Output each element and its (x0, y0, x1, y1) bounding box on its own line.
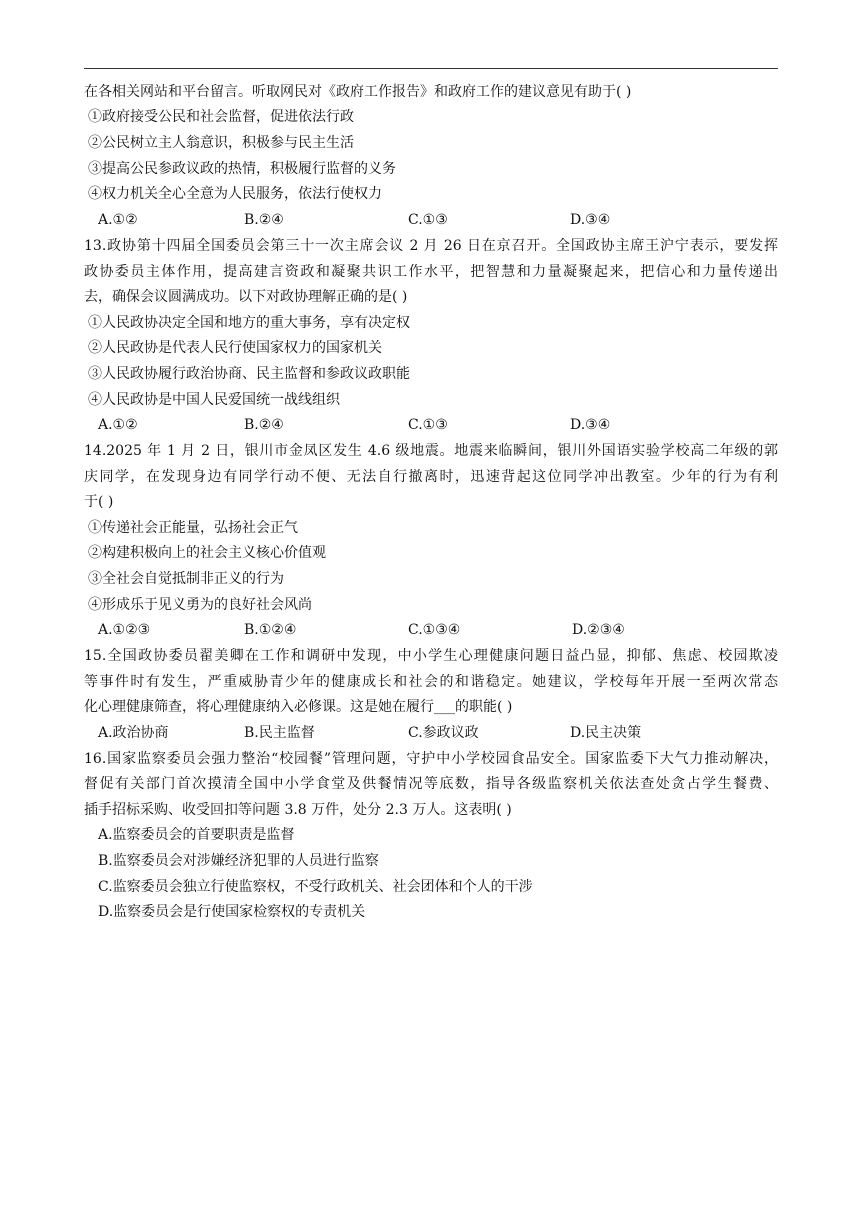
q12-option-4: ④权力机关全心全意为人民服务，依法行使权力 (88, 186, 382, 202)
q14-option-1: ①传递社会正能量，弘扬社会正气 (88, 520, 298, 536)
q15-choice-c: C.参政议政 (408, 725, 479, 741)
question-15-stem-line-2: 等事件时有发生，严重威胁青少年的健康成长和社会的和谐稳定。她建议，学校每年开展一至两次常态 (84, 674, 778, 690)
question-13-stem-line-1: 13.政协第十四届全国委员会第三十一次主席会议 2 月 26 日在京召开。全国政协主席王沪宁表示，要发挥 (84, 238, 778, 254)
q15-choice-b: B.民主监督 (244, 725, 315, 741)
question-14-stem-line-1: 14.2025 年 1 月 2 日，银川市金凤区发生 4.6 级地震。地震来临瞬间，银川外国语实验学校高二年级的郭 (84, 443, 778, 459)
q12-choice-a: A.①② (98, 212, 138, 228)
question-14-stem-line-3: 于( ) (84, 494, 114, 510)
q14-option-2: ②构建积极向上的社会主义核心价值观 (88, 545, 326, 561)
question-16-stem-line-2: 督促有关部门首次摸清全国中小学食堂及供餐情况等底数，指导各级监察机关依法查处贪占学生餐费、 (84, 776, 778, 792)
q16-choice-c: C.监察委员会独立行使监察权，不受行政机关、社会团体和个人的干涉 (98, 879, 533, 895)
question-15-stem-line-3: 化心理健康筛查，将心理健康纳入必修课。这是她在履行___的职能( ) (84, 699, 513, 715)
q13-choice-b: B.②④ (244, 417, 284, 433)
question-14-stem-line-2: 庆同学，在发现身边有同学行动不便、无法自行撤离时，迅速背起这位同学冲出教室。少年的行为有利 (84, 469, 778, 485)
q13-choice-a: A.①② (98, 417, 138, 433)
q13-choice-c: C.①③ (408, 417, 448, 433)
question-16-stem-line-1: 16.国家监察委员会强力整治“校园餐”管理问题，守护中小学校园食品安全。国家监委下大气力推动解决， (84, 751, 778, 767)
question-13-stem-line-3: 去，确保会议圆满成功。以下对政协理解正确的是( ) (84, 289, 408, 305)
q12-choice-c: C.①③ (408, 212, 448, 228)
q14-choice-c: C.①③④ (408, 622, 461, 638)
q13-option-3: ③人民政协履行政治协商、民主监督和参政议政职能 (88, 366, 410, 382)
question-16-stem-line-3: 插手招标采购、收受回扣等问题 3.8 万件，处分 2.3 万人。这表明( ) (84, 802, 512, 818)
q14-option-3: ③全社会自觉抵制非正义的行为 (88, 571, 284, 587)
q12-choice-d: D.③④ (570, 212, 611, 228)
q16-choice-d: D.监察委员会是行使国家检察权的专责机关 (98, 904, 366, 920)
q16-choice-b: B.监察委员会对涉嫌经济犯罪的人员进行监察 (98, 853, 379, 869)
q13-option-2: ②人民政协是代表人民行使国家权力的国家机关 (88, 340, 382, 356)
q13-choice-d: D.③④ (570, 417, 611, 433)
q12-option-2: ②公民树立主人翁意识，积极参与民主生活 (88, 135, 354, 151)
q13-option-4: ④人民政协是中国人民爱国统一战线组织 (88, 392, 340, 408)
header-rule (84, 68, 778, 69)
q13-option-1: ①人民政协决定全国和地方的重大事务，享有决定权 (88, 315, 410, 331)
q12-option-1: ①政府接受公民和社会监督，促进依法行政 (88, 109, 354, 125)
q15-choice-a: A.政治协商 (98, 725, 169, 741)
q14-choice-d: D.②③④ (572, 622, 625, 638)
q12-option-3: ③提高公民参政议政的热情，积极履行监督的义务 (88, 161, 396, 177)
q14-option-4: ④形成乐于见义勇为的良好社会风尚 (88, 597, 312, 613)
q14-choice-b: B.①②④ (244, 622, 297, 638)
q15-choice-d: D.民主决策 (570, 725, 642, 741)
question-12-stem-line: 在各相关网站和平台留言。听取网民对《政府工作报告》和政府工作的建议意见有助于( ) (84, 84, 632, 100)
question-15-stem-line-1: 15.全国政协委员翟美卿在工作和调研中发现，中小学生心理健康问题日益凸显，抑郁、焦虑、校园欺凌 (84, 648, 778, 664)
q14-choice-a: A.①②③ (98, 622, 151, 638)
question-13-stem-line-2: 政协委员主体作用，提高建言资政和凝聚共识工作水平，把智慧和力量凝聚起来，把信心和力量传递出 (84, 264, 778, 280)
q16-choice-a: A.监察委员会的首要职责是监督 (98, 827, 295, 843)
q12-choice-b: B.②④ (244, 212, 284, 228)
